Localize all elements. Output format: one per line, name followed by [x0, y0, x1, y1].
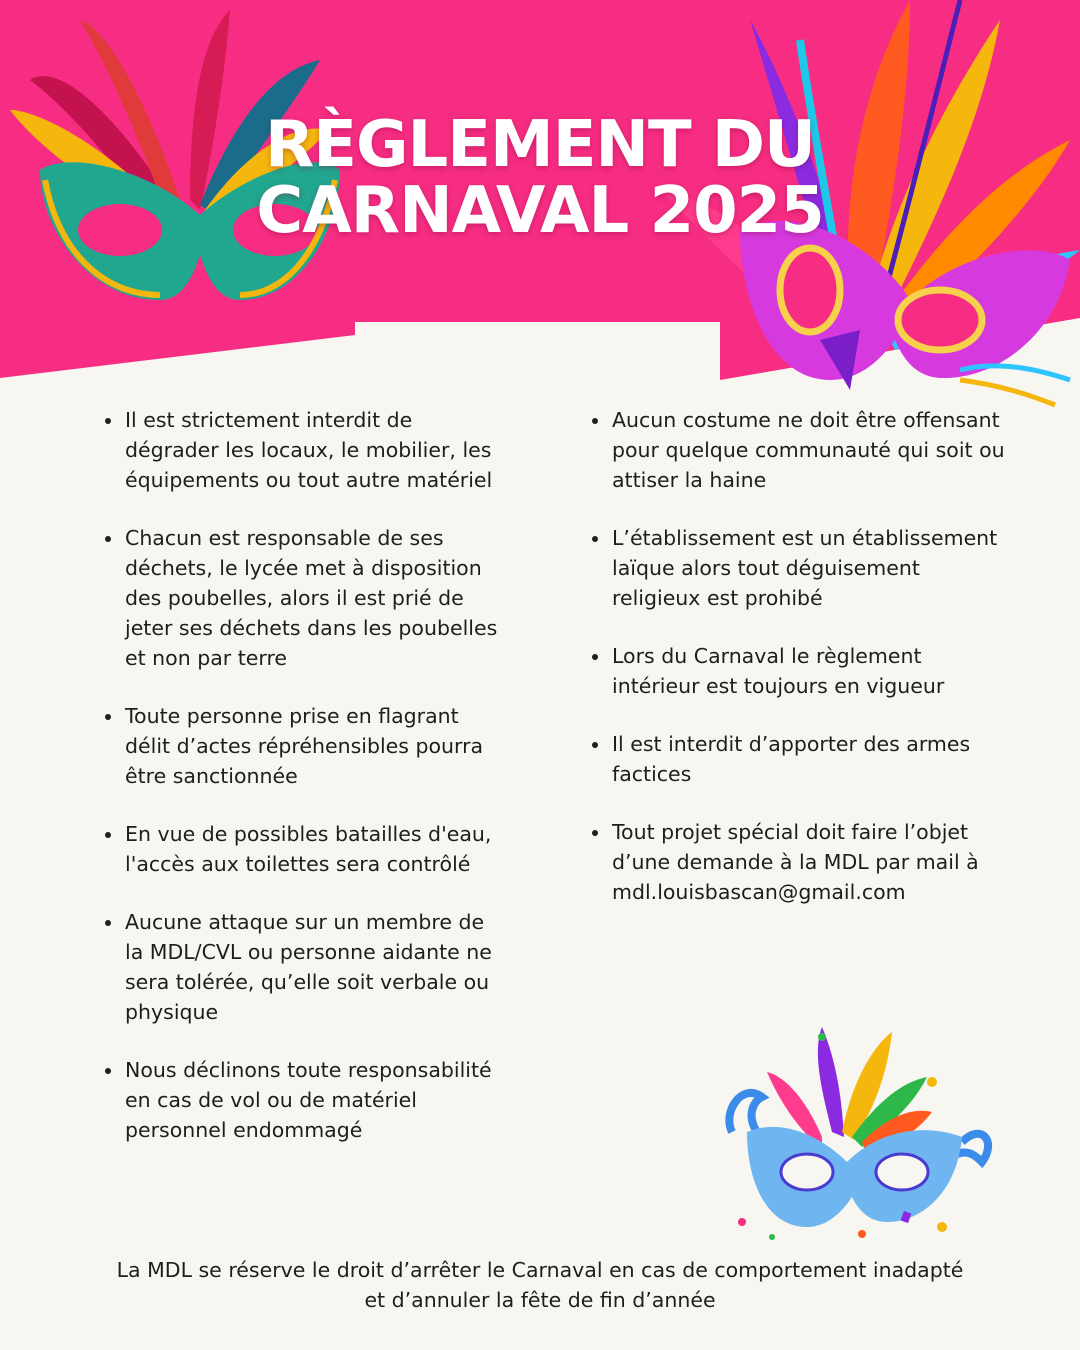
bullet-icon — [105, 920, 111, 926]
bullet-icon — [105, 714, 111, 720]
list-item — [103, 523, 503, 673]
list-item — [590, 523, 1010, 613]
bullet-icon — [592, 830, 598, 836]
list-item — [590, 729, 1010, 789]
rule-text: En vue de possibles batailles d'eau, l'accès aux toilettes sera contrôlé — [125, 822, 492, 876]
bullet-icon — [592, 742, 598, 748]
page-title — [0, 108, 1080, 248]
list-item — [103, 701, 503, 791]
rule-text: Il est strictement interdit de dégrader les locaux, le mobilier, les équipements ou tout autre matériel — [125, 408, 493, 492]
list-item — [103, 405, 503, 495]
list-item — [103, 1055, 503, 1145]
rule-text: Nous déclinons toute responsabilité en cas de vol ou de matériel personnel endommagé — [125, 1058, 492, 1142]
rule-text: Aucun costume ne doit être offensant pour quelque communauté qui soit ou attiser la haine — [612, 408, 1005, 492]
title-line-2: CARNAVAL 2025 — [256, 174, 824, 248]
bullet-icon — [592, 536, 598, 542]
rule-text: Chacun est responsable de ses déchets, le lycée met à disposition des poubelles, alors il est prié de jeter ses déchets dans les poubelles et non par terre — [125, 526, 498, 670]
title-line-1: RÈGLEMENT DU — [264, 108, 816, 182]
bullet-icon — [592, 654, 598, 660]
rule-text: Aucune attaque sur un membre de la MDL/CVL ou personne aidante ne sera tolérée, qu’elle soit verbale ou physique — [125, 910, 492, 1024]
bullet-icon — [105, 1068, 111, 1074]
list-item — [103, 907, 503, 1027]
carnival-mask-small-icon — [712, 1022, 997, 1247]
rules-column-left — [103, 405, 503, 1173]
bullet-icon — [592, 418, 598, 424]
list-item — [590, 641, 1010, 701]
list-item — [103, 819, 503, 879]
rule-text: Toute personne prise en flagrant délit d’actes répréhensibles pourra être sanctionnée — [125, 704, 484, 788]
rules-column-right — [590, 405, 1010, 935]
rule-text: Tout projet spécial doit faire l’objet d’une demande à la MDL par mail à mdl.louisbascan@gmail.com — [612, 820, 979, 904]
rule-text: Il est interdit d’apporter des armes factices — [612, 732, 971, 786]
list-item — [590, 817, 1010, 907]
list-item — [590, 405, 1010, 495]
bullet-icon — [105, 536, 111, 542]
footer-note — [60, 1255, 1020, 1315]
bullet-icon — [105, 832, 111, 838]
footer-line-1: La MDL se réserve le droit d’arrêter le Carnaval en cas de comportement inadapté — [116, 1258, 964, 1282]
header-banner — [0, 0, 1080, 420]
bullet-icon — [105, 418, 111, 424]
rule-text: Lors du Carnaval le règlement intérieur est toujours en vigueur — [612, 644, 945, 698]
rule-text: L’établissement est un établissement laïque alors tout déguisement religieux est prohibé — [612, 526, 998, 610]
footer-line-2: et d’annuler la fête de fin d’année — [364, 1288, 716, 1312]
